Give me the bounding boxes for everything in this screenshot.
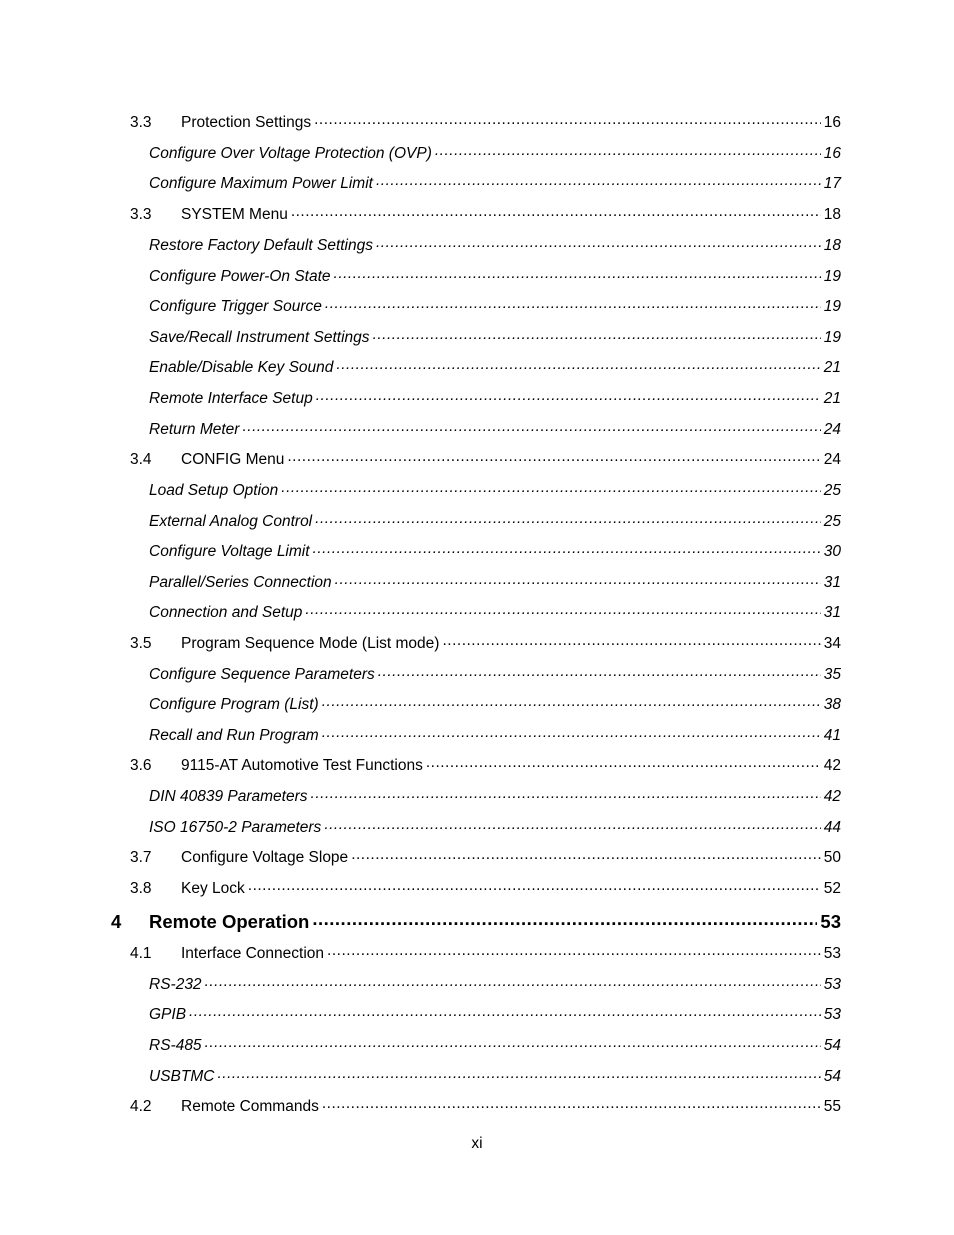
toc-entry-title: Configure Program (List) <box>149 696 319 713</box>
toc-entry-title: DIN 40839 Parameters <box>149 788 308 805</box>
toc-entry[interactable] <box>130 448 841 472</box>
dot-leader <box>189 1004 821 1020</box>
toc-entry-title: Configure Maximum Power Limit <box>149 175 373 192</box>
toc-entry-page: 16 <box>823 114 841 131</box>
toc-entry-page: 24 <box>823 421 841 438</box>
dot-leader <box>315 511 821 527</box>
toc-entry-page: 53 <box>823 1006 841 1023</box>
toc-entry-page: 55 <box>823 1098 841 1115</box>
dot-leader <box>313 541 821 557</box>
toc-entry-title: Recall and Run Program <box>149 727 319 744</box>
dot-leader <box>373 327 821 343</box>
toc-entry[interactable] <box>149 418 841 442</box>
toc-entry[interactable] <box>149 1034 841 1058</box>
toc-entry-page: 25 <box>823 482 841 499</box>
toc-entry-title: Enable/Disable Key Sound <box>149 359 334 376</box>
toc-entry[interactable] <box>149 973 841 997</box>
dot-leader <box>442 633 820 649</box>
dot-leader <box>316 388 821 404</box>
toc-entry[interactable] <box>149 479 841 503</box>
toc-entry-page: 17 <box>823 175 841 192</box>
dot-leader <box>314 112 821 128</box>
dot-leader <box>311 786 821 802</box>
page-number: xi <box>471 1135 483 1152</box>
toc-entry-page: 35 <box>823 666 841 683</box>
toc-entry-title: 9115-AT Automotive Test Functions <box>181 757 423 774</box>
dot-leader <box>281 480 820 496</box>
toc-entry-page: 42 <box>823 788 841 805</box>
toc-entry-page: 34 <box>823 635 841 652</box>
toc-entry[interactable] <box>149 356 841 380</box>
toc-entry-number: 4.2 <box>130 1098 152 1115</box>
toc-entry-page: 31 <box>823 574 841 591</box>
toc-entry-title: Load Setup Option <box>149 482 279 499</box>
toc-entry-number: 3.7 <box>130 849 152 866</box>
toc-entry[interactable] <box>130 1095 841 1119</box>
toc-entry-title: Program Sequence Mode (List mode) <box>181 635 440 652</box>
toc-entry-number: 3.6 <box>130 757 152 774</box>
dot-leader <box>217 1066 820 1082</box>
dot-leader <box>248 878 821 894</box>
toc-entry[interactable] <box>149 601 841 625</box>
toc-entry-title: USBTMC <box>149 1068 215 1085</box>
dot-leader <box>376 235 821 251</box>
dot-leader <box>351 847 821 863</box>
toc-entry[interactable] <box>149 571 841 595</box>
toc-entry-page: 42 <box>823 757 841 774</box>
toc-entry-title: Protection Settings <box>181 114 312 131</box>
toc-entry[interactable] <box>149 387 841 411</box>
toc-entry-title: GPIB <box>149 1006 187 1023</box>
toc-entry-number: 3.4 <box>130 451 152 468</box>
toc-entry-title: Remote Operation <box>149 911 310 932</box>
toc-entry-title: Restore Factory Default Settings <box>149 237 373 254</box>
toc-entry[interactable] <box>149 724 841 748</box>
toc-entry[interactable] <box>130 632 841 656</box>
toc-entry-number: 3.8 <box>130 880 152 897</box>
toc-entry-page: 24 <box>823 451 841 468</box>
toc-entry[interactable] <box>130 754 841 778</box>
dot-leader <box>335 572 821 588</box>
toc-entry-title: Key Lock <box>181 880 245 897</box>
toc-entry-page: 19 <box>823 329 841 346</box>
toc-entry-page: 38 <box>823 696 841 713</box>
toc-entry-page: 54 <box>823 1068 841 1085</box>
dot-leader <box>322 694 821 710</box>
toc-entry-title: External Analog Control <box>149 513 313 530</box>
toc-entry[interactable] <box>130 111 841 135</box>
dot-leader <box>426 755 821 771</box>
toc-entry-number: 4 <box>111 911 122 932</box>
dot-leader <box>242 419 820 435</box>
dot-leader <box>336 357 820 373</box>
toc-entry-title: Configure Over Voltage Protection (OVP) <box>149 145 432 162</box>
toc-entry-page: 53 <box>823 945 841 962</box>
toc-entry-page: 53 <box>823 976 841 993</box>
toc-entry-title: Return Meter <box>149 421 240 438</box>
dot-leader <box>376 173 821 189</box>
toc-entry-page: 41 <box>823 727 841 744</box>
toc-entry-page: 52 <box>823 880 841 897</box>
toc-entry-page: 31 <box>823 604 841 621</box>
toc-entry-title: Save/Recall Instrument Settings <box>149 329 370 346</box>
toc-entry-page: 25 <box>823 513 841 530</box>
toc-entry-page: 19 <box>823 268 841 285</box>
dot-leader <box>287 449 820 465</box>
toc-entry-page: 30 <box>823 543 841 560</box>
toc-entry-page: 18 <box>823 237 841 254</box>
dot-leader <box>325 296 821 312</box>
toc-entry[interactable] <box>149 142 841 166</box>
toc-entry-number: 4.1 <box>130 945 152 962</box>
dot-leader <box>327 943 821 959</box>
toc-entry-title: Configure Trigger Source <box>149 298 322 315</box>
toc-entry-page: 19 <box>823 298 841 315</box>
toc-entry-page: 21 <box>823 390 841 407</box>
toc-entry-title: Configure Voltage Limit <box>149 543 310 560</box>
toc-entry[interactable] <box>149 326 841 350</box>
toc-entry-title: RS-232 <box>149 976 202 993</box>
dot-leader <box>435 143 821 159</box>
toc-entry[interactable] <box>130 846 841 870</box>
toc-entry-page: 16 <box>823 145 841 162</box>
toc-entry-page: 54 <box>823 1037 841 1054</box>
toc-entry[interactable] <box>149 693 841 717</box>
toc-entry-page: 18 <box>823 206 841 223</box>
dot-leader <box>205 974 821 990</box>
toc-entry-title: Remote Interface Setup <box>149 390 313 407</box>
toc-entry[interactable] <box>111 908 841 936</box>
dot-leader <box>324 817 820 833</box>
toc-entry-title: Interface Connection <box>181 945 325 962</box>
dot-leader <box>305 602 820 618</box>
toc-entry-page: 44 <box>823 819 841 836</box>
toc-entry[interactable] <box>149 663 841 687</box>
toc-entry-number: 3.3 <box>130 114 152 131</box>
toc-entry-title: RS-485 <box>149 1037 202 1054</box>
toc-entry-title: Configure Power-On State <box>149 268 331 285</box>
dot-leader <box>378 664 821 680</box>
toc-entry-page: 50 <box>823 849 841 866</box>
toc-entry-title: ISO 16750-2 Parameters <box>149 819 322 836</box>
dot-leader <box>291 204 821 220</box>
toc-entry-page: 21 <box>823 359 841 376</box>
toc-entry[interactable] <box>149 1065 841 1089</box>
toc-entry[interactable] <box>149 172 841 196</box>
toc-entry-title: SYSTEM Menu <box>181 206 288 223</box>
toc-entry[interactable] <box>130 942 841 966</box>
dot-leader <box>334 266 821 282</box>
toc-entry-title: Connection and Setup <box>149 604 303 621</box>
toc-entry-title: Configure Sequence Parameters <box>149 666 375 683</box>
toc-entry-number: 3.5 <box>130 635 152 652</box>
toc-entry-title: CONFIG Menu <box>181 451 285 468</box>
toc-entry[interactable] <box>130 877 841 901</box>
toc-entry-page: 53 <box>820 911 841 932</box>
toc-entry[interactable] <box>149 816 841 840</box>
toc-entry-title: Parallel/Series Connection <box>149 574 332 591</box>
toc-entry-number: 3.3 <box>130 206 152 223</box>
dot-leader <box>312 910 817 929</box>
toc-entry[interactable] <box>149 540 841 564</box>
toc-entry[interactable] <box>149 1003 841 1027</box>
toc-entry-title: Configure Voltage Slope <box>181 849 349 866</box>
dot-leader <box>205 1035 821 1051</box>
toc-entry[interactable] <box>149 510 841 534</box>
toc-entry[interactable] <box>149 234 841 258</box>
dot-leader <box>322 725 821 741</box>
toc-entry[interactable] <box>149 295 841 319</box>
toc-entry[interactable] <box>149 785 841 809</box>
dot-leader <box>322 1096 821 1112</box>
toc-entry[interactable] <box>130 203 841 227</box>
toc-entry-title: Remote Commands <box>181 1098 319 1115</box>
toc-entry[interactable] <box>149 265 841 289</box>
